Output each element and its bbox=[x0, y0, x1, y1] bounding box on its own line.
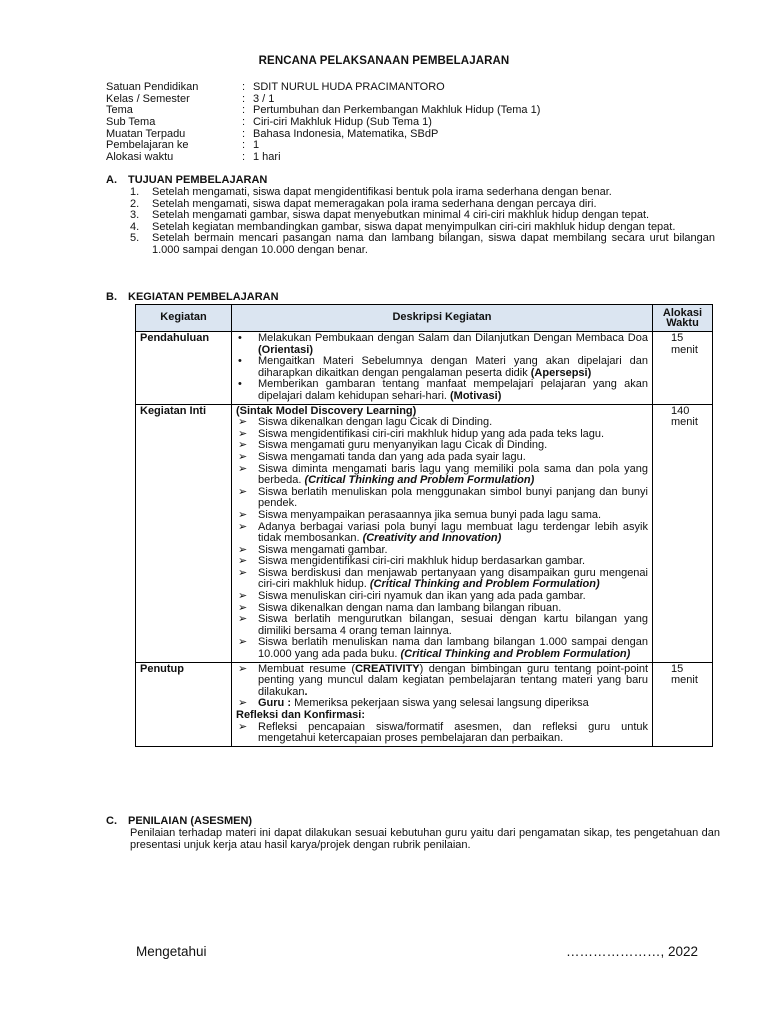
section-a-letter: A. bbox=[106, 174, 117, 186]
info-label: Tema bbox=[106, 104, 133, 117]
list-text: Mengaitkan Materi Sebelumnya dengan Materi yang akan dipelajari dan diharapkan dikaitkan dengan pengalaman peserta didik (Apersepsi) bbox=[258, 355, 648, 379]
list-text: Siswa dikenalkan dengan nama dan lambang bilangan ribuan. bbox=[258, 601, 562, 614]
list-text: Setelah mengamati gambar, siswa dapat menyebutkan minimal 4 ciri-ciri makhluk hidup dengan tepat. bbox=[152, 209, 650, 222]
list-item bbox=[236, 522, 648, 545]
list-text: Siswa mengamati gambar. bbox=[258, 543, 388, 556]
list-text: Setelah kegiatan membandingkan gambar, siswa dapat menyimpulkan ciri-ciri makhluk hidup dengan tepat. bbox=[152, 220, 676, 233]
header-alokasi: Alokasi Waktu bbox=[653, 305, 713, 332]
section-c-letter: C. bbox=[106, 815, 117, 827]
list-text: Adanya berbagai variasi pola bunyi lagu membuat lagu terdengar lebih asyik tidak membosankan. (Creativity and Innovation) bbox=[258, 520, 648, 545]
desc-penutup bbox=[232, 662, 653, 746]
arrow-bullet-icon: ➢ bbox=[238, 439, 248, 452]
arrow-bullet-icon: ➢ bbox=[238, 416, 248, 429]
list-text: Siswa menyampaikan perasaannya jika semua bunyi pada lagu sama. bbox=[258, 508, 602, 521]
info-value: SDIT NURUL HUDA PRACIMANTORO bbox=[253, 81, 445, 93]
arrow-bullet-icon: ➢ bbox=[238, 613, 248, 626]
info-label: Satuan Pendidikan bbox=[106, 81, 199, 93]
phase-inti: Kegiatan Inti bbox=[136, 404, 232, 662]
footer-date: …………………, 2022 bbox=[566, 944, 699, 959]
list-item bbox=[236, 637, 648, 660]
info-label: Alokasi waktu bbox=[106, 151, 174, 164]
info-colon: : bbox=[242, 139, 246, 152]
list-text: Setelah bermain mencari pasangan nama dan lambang bilangan, siswa dapat membilang secara urut bilangan 1.000 sampai dengan 10.000 dengan benar. bbox=[152, 232, 715, 256]
arrow-bullet-icon: ➢ bbox=[238, 450, 248, 463]
bullet-icon: • bbox=[238, 378, 242, 391]
info-row bbox=[106, 152, 540, 164]
arrow-bullet-icon: ➢ bbox=[238, 508, 248, 521]
info-value: 3 / 1 bbox=[253, 92, 275, 105]
bullet-icon: • bbox=[238, 355, 242, 368]
info-colon: : bbox=[242, 116, 246, 129]
arrow-bullet-icon: ➢ bbox=[238, 662, 248, 675]
time-inti: 140 menit bbox=[653, 404, 713, 662]
list-text: Siswa berdiskusi dan menjawab pertanyaan yang disampaikan guru mengenai ciri-ciri makhluk hidup. (Critical Thinking and Problem Formulation) bbox=[258, 566, 648, 591]
list-number: 4. bbox=[130, 220, 140, 233]
header-deskripsi: Deskripsi Kegiatan bbox=[232, 305, 653, 332]
info-colon: : bbox=[242, 92, 246, 105]
header-kegiatan: Kegiatan bbox=[136, 305, 232, 332]
section-c-title: PENILAIAN (ASESMEN) bbox=[128, 815, 253, 827]
list-item bbox=[130, 187, 715, 199]
list-number: 5. bbox=[130, 232, 140, 245]
info-value: 1 bbox=[253, 139, 260, 152]
list-number: 1. bbox=[130, 186, 140, 198]
arrow-bullet-icon: ➢ bbox=[238, 566, 248, 579]
info-colon: : bbox=[242, 104, 246, 117]
table-header-row bbox=[136, 305, 713, 332]
list-text: Siswa mengamati tanda dan yang ada pada syair lagu. bbox=[258, 450, 526, 463]
list-text: Siswa berlatih mengurutkan bilangan, sesuai dengan kartu bilangan yang dimiliki bersama 4 orang teman lainnya. bbox=[258, 613, 648, 637]
inti-heading: (Sintak Model Discovery Learning) bbox=[236, 404, 417, 417]
arrow-bullet-icon: ➢ bbox=[238, 590, 248, 603]
list-text: Siswa diminta mengamati baris lagu yang memiliki pola sama dan pola yang berbeda. (Critical Thinking and Problem Formulation) bbox=[258, 462, 648, 487]
arrow-bullet-icon: ➢ bbox=[238, 601, 248, 614]
arrow-bullet-icon: ➢ bbox=[238, 636, 248, 649]
section-b-heading bbox=[106, 292, 279, 304]
info-value: Ciri-ciri Makhluk Hidup (Sub Tema 1) bbox=[253, 116, 432, 129]
info-value: Bahasa Indonesia, Matematika, SBdP bbox=[253, 127, 439, 140]
list-text: Siswa berlatih menuliskan pola menggunakan simbol bunyi panjang dan bunyi pendek. bbox=[258, 485, 648, 510]
info-label: Sub Tema bbox=[106, 116, 156, 129]
kegiatan-table bbox=[135, 304, 713, 747]
list-text: Melakukan Pembukaan dengan Salam dan Dilanjutkan Dengan Membaca Doa (Orientasi) bbox=[258, 332, 648, 356]
time-pendahuluan: 15 menit bbox=[653, 332, 713, 405]
row-penutup bbox=[136, 662, 713, 746]
page-title: RENCANA PELAKSANAAN PEMBELAJARAN bbox=[258, 55, 510, 67]
list-item: ➢ Refleksi pencapaian siswa/formatif asesmen, dan refleksi guru untuk mengetahui ketercapaian proses pembelajaran dan perbaikan. bbox=[238, 720, 648, 745]
list-text: Siswa berlatih menuliskan nama dan lambang bilangan 1.000 sampai dengan 10.000 yang ada pada buku. (Critical Thinking and Problem Formulation) bbox=[258, 636, 648, 661]
list-text: Setelah mengamati, siswa dapat mengidentifikasi bentuk pola irama sederhana dengan benar. bbox=[152, 186, 612, 198]
time-penutup: 15 menit bbox=[653, 662, 713, 746]
footer-mengetahui: Mengetahui bbox=[136, 944, 207, 959]
list-item bbox=[236, 333, 648, 356]
row-inti bbox=[136, 404, 713, 662]
list-text: Memberikan gambaran tentang manfaat mempelajari pelajaran yang akan dipelajari dalam kehidupan sehari-hari. (Motivasi) bbox=[258, 378, 648, 402]
list-number: 2. bbox=[130, 197, 140, 210]
info-row bbox=[106, 117, 540, 129]
section-c-heading bbox=[106, 816, 252, 828]
list-text: Siswa menuliskan ciri-ciri nyamuk dan ikan yang ada pada gambar. bbox=[258, 590, 586, 603]
list-item bbox=[236, 568, 648, 591]
section-b-title: KEGIATAN PEMBELAJARAN bbox=[128, 291, 279, 303]
list-text: Siswa mengidentifikasi ciri-ciri makhluk hidup berdasarkan gambar. bbox=[258, 555, 586, 568]
list-item bbox=[236, 614, 648, 637]
list-item bbox=[236, 487, 648, 510]
list-text: Siswa mengidentifikasi ciri-ciri makhluk hidup yang ada pada teks lagu. bbox=[258, 427, 605, 440]
phase-pendahuluan: Pendahuluan bbox=[136, 332, 232, 405]
arrow-bullet-icon: ➢ bbox=[238, 555, 248, 568]
list-item bbox=[236, 379, 648, 402]
list-text: Setelah mengamati, siswa dapat memeragakan pola irama sederhana dengan percaya diri. bbox=[152, 197, 597, 210]
section-a-title: TUJUAN PEMBELAJARAN bbox=[128, 174, 268, 186]
arrow-bullet-icon: ➢ bbox=[238, 720, 248, 733]
arrow-bullet-icon: ➢ bbox=[238, 462, 248, 475]
info-colon: : bbox=[242, 127, 246, 140]
identity-block bbox=[106, 82, 540, 164]
desc-pendahuluan bbox=[232, 332, 653, 405]
list-item bbox=[236, 464, 648, 487]
penilaian-text: Penilaian terhadap materi ini dapat dilakukan sesuai kebutuhan guru yaitu dari pengamatan sikap, tes pengetahuan dan presentasi unjuk kerja atau hasil karya/projek dengan rubrik penilaian. bbox=[130, 827, 720, 851]
arrow-bullet-icon: ➢ bbox=[238, 427, 248, 440]
section-a-heading bbox=[106, 175, 267, 187]
row-pendahuluan bbox=[136, 332, 713, 405]
list-text: Siswa dikenalkan dengan lagu Cicak di Dinding. bbox=[258, 416, 493, 429]
info-label: Muatan Terpadu bbox=[106, 127, 186, 140]
info-value: 1 hari bbox=[253, 151, 281, 164]
phase-penutup: Penutup bbox=[136, 662, 232, 746]
info-row bbox=[106, 82, 540, 94]
list-item bbox=[236, 356, 648, 379]
list-item bbox=[130, 233, 715, 256]
list-text: Siswa mengamati guru menyanyikan lagu Cicak di Dinding. bbox=[258, 439, 548, 452]
desc-inti bbox=[232, 404, 653, 662]
tujuan-list bbox=[130, 187, 715, 257]
info-label: Kelas / Semester bbox=[106, 92, 190, 105]
arrow-bullet-icon: ➢ bbox=[238, 697, 248, 710]
bullet-icon: • bbox=[238, 332, 242, 344]
info-value: Pertumbuhan dan Perkembangan Makhluk Hidup (Tema 1) bbox=[253, 104, 541, 117]
info-colon: : bbox=[242, 81, 246, 93]
info-colon: : bbox=[242, 151, 246, 164]
refleksi-heading: Refleksi dan Konfirmasi: bbox=[236, 709, 365, 721]
arrow-bullet-icon: ➢ bbox=[238, 520, 248, 533]
arrow-bullet-icon: ➢ bbox=[238, 485, 248, 498]
section-b-letter: B. bbox=[106, 291, 117, 303]
list-number: 3. bbox=[130, 209, 140, 222]
list-item: ➢ Guru : Memeriksa pekerjaan siswa yang selesai langsung diperiksa bbox=[238, 697, 589, 710]
arrow-bullet-icon: ➢ bbox=[238, 543, 248, 556]
info-label: Pembelajaran ke bbox=[106, 139, 189, 152]
list-item: ➢ Membuat resume (CREATIVITY) dengan bimbingan guru tentang point-point penting yang muncul dalam kegiatan pembelajaran tentang materi yang baru dilakukan. bbox=[238, 662, 648, 698]
